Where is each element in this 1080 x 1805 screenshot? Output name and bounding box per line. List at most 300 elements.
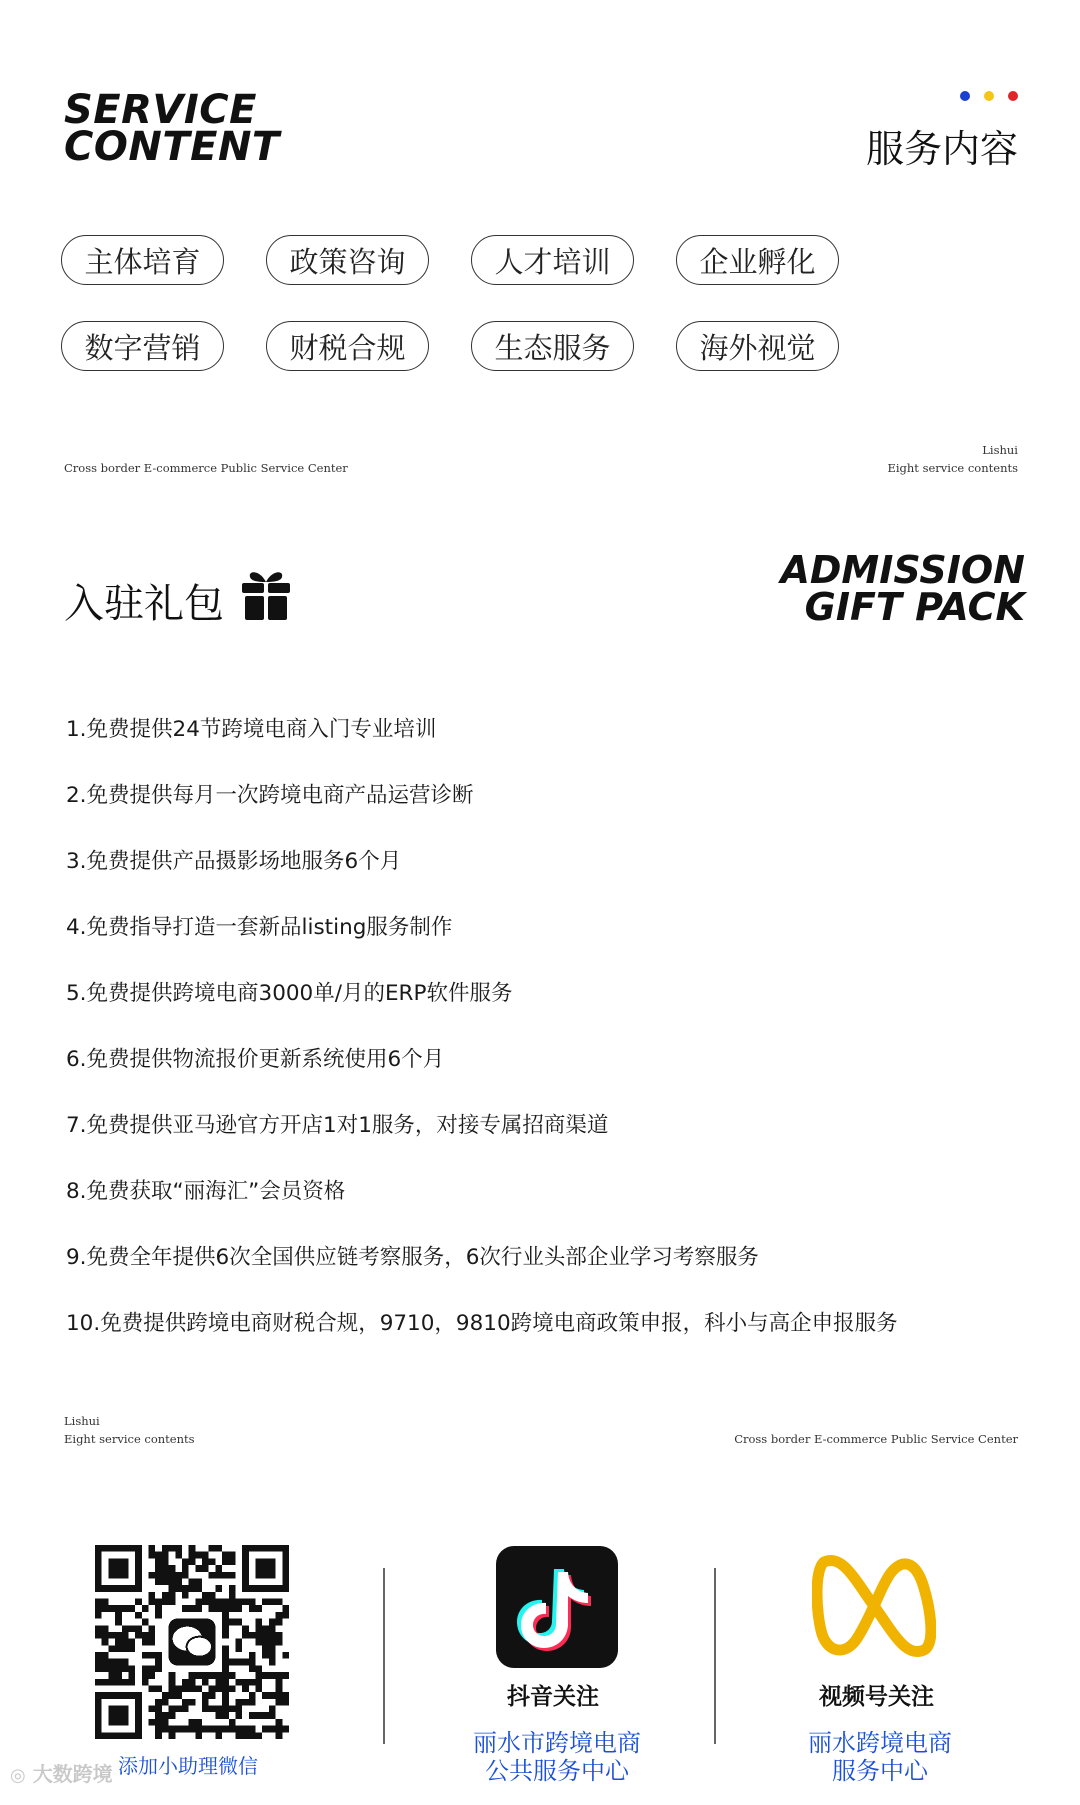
qr-module bbox=[189, 1545, 196, 1552]
qr-module bbox=[282, 1605, 289, 1612]
qr-module bbox=[182, 1699, 189, 1706]
qr-module bbox=[209, 1692, 216, 1699]
qr-module bbox=[115, 1659, 122, 1666]
qr-module bbox=[222, 1659, 229, 1666]
douyin-account-name[interactable] bbox=[460, 1729, 654, 1785]
qr-module bbox=[235, 1679, 242, 1686]
qr-module bbox=[282, 1699, 289, 1706]
qr-module bbox=[222, 1572, 229, 1579]
divider bbox=[714, 1568, 716, 1744]
channels-account-name[interactable] bbox=[790, 1729, 970, 1785]
qr-label[interactable]: 添加小助理微信 bbox=[118, 1754, 258, 1778]
qr-module bbox=[182, 1605, 189, 1612]
qr-module bbox=[242, 1732, 249, 1739]
qr-module bbox=[102, 1652, 109, 1659]
qr-module bbox=[209, 1572, 216, 1579]
qr-module bbox=[189, 1672, 196, 1679]
list-item: 10.免费提供跨境电商财税合规，9710，9810跨境电商政策申报，科小与高企申报服务 bbox=[66, 1311, 898, 1336]
qr-module bbox=[249, 1726, 256, 1733]
qr-module bbox=[229, 1726, 236, 1733]
qr-module bbox=[269, 1712, 276, 1719]
qr-module bbox=[95, 1665, 102, 1672]
qr-module bbox=[215, 1572, 222, 1579]
qr-module bbox=[249, 1605, 256, 1612]
qr-module bbox=[175, 1692, 182, 1699]
qr-module bbox=[276, 1726, 283, 1733]
qr-module bbox=[209, 1605, 216, 1612]
qr-module bbox=[269, 1672, 276, 1679]
qr-module bbox=[149, 1665, 156, 1672]
qr-module bbox=[256, 1712, 263, 1719]
qr-module bbox=[108, 1672, 115, 1679]
qr-module bbox=[276, 1632, 283, 1639]
qr-module bbox=[175, 1552, 182, 1559]
qr-module bbox=[149, 1632, 156, 1639]
qr-module bbox=[282, 1692, 289, 1699]
qr-module bbox=[256, 1639, 263, 1646]
qr-module bbox=[256, 1732, 263, 1739]
qr-module bbox=[269, 1625, 276, 1632]
qr-module bbox=[209, 1558, 216, 1565]
qr-module bbox=[149, 1552, 156, 1559]
qr-module bbox=[229, 1605, 236, 1612]
qr-module bbox=[149, 1639, 156, 1646]
qr-module bbox=[215, 1726, 222, 1733]
qr-module bbox=[229, 1585, 236, 1592]
blue-dot bbox=[960, 91, 970, 101]
qr-module bbox=[229, 1572, 236, 1579]
qr-module bbox=[162, 1565, 169, 1572]
qr-module bbox=[235, 1645, 242, 1652]
qr-module bbox=[242, 1599, 249, 1606]
qr-module bbox=[269, 1645, 276, 1652]
qr-module bbox=[169, 1679, 176, 1686]
qr-module bbox=[122, 1639, 129, 1646]
watermark-text: 大数跨境 bbox=[32, 1762, 113, 1786]
service-pill: 海外视觉 bbox=[676, 321, 839, 371]
qr-module bbox=[215, 1679, 222, 1686]
qr-module bbox=[215, 1565, 222, 1572]
qr-module bbox=[242, 1679, 249, 1686]
qr-module bbox=[235, 1605, 242, 1612]
qr-module bbox=[235, 1706, 242, 1713]
qr-module bbox=[149, 1545, 156, 1552]
qr-module bbox=[169, 1592, 176, 1599]
qr-module bbox=[209, 1545, 216, 1552]
list-item: 4.免费指导打造一套新品listing服务制作 bbox=[66, 915, 453, 940]
qr-module bbox=[169, 1706, 176, 1713]
service-pill: 企业孵化 bbox=[676, 235, 839, 285]
list-item: 1.免费提供24节跨境电商入门专业培训 bbox=[66, 717, 437, 742]
service-title-en-line1: SERVICE bbox=[64, 87, 257, 133]
qr-module bbox=[95, 1659, 102, 1666]
qr-module bbox=[162, 1692, 169, 1699]
channels-follow-label: 视频号关注 bbox=[819, 1684, 934, 1710]
service-title-en-line2: CONTENT bbox=[64, 124, 280, 170]
qr-module bbox=[276, 1719, 283, 1726]
qr-module bbox=[256, 1665, 263, 1672]
qr-module bbox=[182, 1679, 189, 1686]
qr-module bbox=[169, 1565, 176, 1572]
qr-module bbox=[235, 1639, 242, 1646]
qr-module bbox=[249, 1665, 256, 1672]
qr-module bbox=[269, 1706, 276, 1713]
qr-module bbox=[95, 1625, 102, 1632]
qr-module bbox=[269, 1659, 276, 1666]
qr-module bbox=[135, 1612, 142, 1619]
watermark-logo-icon: ◎ bbox=[10, 1765, 26, 1786]
qr-module bbox=[222, 1665, 229, 1672]
qr-module bbox=[169, 1585, 176, 1592]
qr-module bbox=[155, 1706, 162, 1713]
qr-module bbox=[155, 1572, 162, 1579]
divider bbox=[383, 1568, 385, 1744]
qr-module bbox=[155, 1659, 162, 1666]
qr-module bbox=[269, 1726, 276, 1733]
qr-module bbox=[189, 1699, 196, 1706]
qr-module bbox=[149, 1592, 156, 1599]
qr-module bbox=[128, 1625, 135, 1632]
watermark bbox=[10, 1758, 113, 1787]
qr-module bbox=[175, 1545, 182, 1552]
qr-module bbox=[222, 1612, 229, 1619]
gift-note-left-line1: Lishui bbox=[64, 1414, 100, 1428]
qr-module bbox=[189, 1685, 196, 1692]
qr-module bbox=[249, 1659, 256, 1666]
qr-module bbox=[256, 1632, 263, 1639]
list-item: 5.免费提供跨境电商3000单/月的ERP软件服务 bbox=[66, 981, 513, 1006]
qr-module bbox=[215, 1706, 222, 1713]
qr-module bbox=[169, 1685, 176, 1692]
qr-module bbox=[155, 1719, 162, 1726]
qr-module bbox=[155, 1712, 162, 1719]
qr-module bbox=[195, 1578, 202, 1585]
qr-module bbox=[229, 1552, 236, 1559]
qr-module bbox=[122, 1659, 129, 1666]
qr-module bbox=[282, 1726, 289, 1733]
qr-module bbox=[102, 1625, 109, 1632]
qr-module bbox=[155, 1599, 162, 1606]
qr-module bbox=[256, 1619, 263, 1626]
qr-module bbox=[269, 1639, 276, 1646]
gift-benefit-list bbox=[66, 713, 898, 1373]
qr-module bbox=[122, 1665, 129, 1672]
qr-module bbox=[195, 1732, 202, 1739]
qr-module bbox=[276, 1639, 283, 1646]
qr-module bbox=[262, 1632, 269, 1639]
service-pill: 人才培训 bbox=[471, 235, 634, 285]
qr-module bbox=[282, 1612, 289, 1619]
qr-module bbox=[222, 1692, 229, 1699]
qr-module bbox=[155, 1699, 162, 1706]
qr-module bbox=[195, 1552, 202, 1559]
qr-module bbox=[162, 1699, 169, 1706]
qr-module bbox=[209, 1706, 216, 1713]
qr-module bbox=[128, 1665, 135, 1672]
qr-module bbox=[249, 1599, 256, 1606]
qr-module bbox=[235, 1712, 242, 1719]
qr-module bbox=[182, 1685, 189, 1692]
qr-module bbox=[128, 1645, 135, 1652]
qr-module bbox=[122, 1632, 129, 1639]
qr-module bbox=[215, 1685, 222, 1692]
qr-module bbox=[222, 1605, 229, 1612]
qr-module bbox=[202, 1552, 209, 1559]
qr-module bbox=[95, 1605, 102, 1612]
qr-module bbox=[155, 1652, 162, 1659]
douyin-follow-label: 抖音关注 bbox=[507, 1684, 599, 1710]
qr-module bbox=[195, 1605, 202, 1612]
qr-module bbox=[222, 1652, 229, 1659]
qr-module bbox=[95, 1632, 102, 1639]
qr-module bbox=[229, 1558, 236, 1565]
qr-module bbox=[102, 1599, 109, 1606]
qr-module bbox=[262, 1625, 269, 1632]
qr-module bbox=[189, 1605, 196, 1612]
qr-module bbox=[142, 1605, 149, 1612]
qr-module bbox=[122, 1645, 129, 1652]
qr-module bbox=[276, 1612, 283, 1619]
channels-name-line1: 丽水跨境电商 bbox=[808, 1729, 952, 1757]
list-item: 9.免费全年提供6次全国供应链考察服务，6次行业头部企业学习考察服务 bbox=[66, 1245, 759, 1270]
qr-module bbox=[262, 1645, 269, 1652]
qr-module bbox=[229, 1706, 236, 1713]
qr-module bbox=[175, 1585, 182, 1592]
qr-module bbox=[182, 1565, 189, 1572]
qr-module bbox=[142, 1672, 149, 1679]
qr-module bbox=[182, 1558, 189, 1565]
qr-module bbox=[162, 1578, 169, 1585]
qr-module bbox=[256, 1605, 263, 1612]
qr-module bbox=[229, 1619, 236, 1626]
qr-module bbox=[256, 1685, 263, 1692]
qr-module bbox=[155, 1685, 162, 1692]
qr-module bbox=[235, 1726, 242, 1733]
qr-module bbox=[215, 1605, 222, 1612]
qr-module bbox=[102, 1605, 109, 1612]
qr-module bbox=[169, 1726, 176, 1733]
qr-module bbox=[202, 1565, 209, 1572]
qr-module bbox=[149, 1572, 156, 1579]
qr-module bbox=[182, 1592, 189, 1599]
list-item: 6.免费提供物流报价更新系统使用6个月 bbox=[66, 1047, 445, 1072]
wechat-channels-icon[interactable] bbox=[812, 1548, 936, 1664]
list-item: 3.免费提供产品摄影场地服务6个月 bbox=[66, 849, 402, 874]
qr-module bbox=[108, 1645, 115, 1652]
qr-module bbox=[169, 1672, 176, 1679]
qr-module bbox=[128, 1672, 135, 1679]
qr-module bbox=[229, 1659, 236, 1666]
qr-module bbox=[169, 1732, 176, 1739]
qr-module bbox=[155, 1565, 162, 1572]
red-dot bbox=[1008, 91, 1018, 101]
qr-module bbox=[115, 1679, 122, 1686]
qr-module bbox=[222, 1699, 229, 1706]
qr-module bbox=[162, 1558, 169, 1565]
qr-module bbox=[102, 1639, 109, 1646]
qr-module bbox=[169, 1578, 176, 1585]
service-pill: 数字营销 bbox=[61, 321, 224, 371]
qr-module bbox=[122, 1625, 129, 1632]
qr-module bbox=[142, 1632, 149, 1639]
qr-module bbox=[222, 1552, 229, 1559]
qr-module bbox=[222, 1619, 229, 1626]
qr-module bbox=[95, 1652, 102, 1659]
qr-module bbox=[215, 1712, 222, 1719]
qr-module bbox=[149, 1672, 156, 1679]
qr-module bbox=[162, 1545, 169, 1552]
qr-module bbox=[175, 1578, 182, 1585]
service-note-right-line2: Eight service contents bbox=[887, 461, 1018, 475]
qr-module bbox=[202, 1706, 209, 1713]
qr-module bbox=[115, 1612, 122, 1619]
gift-note-left bbox=[64, 1412, 195, 1448]
qr-module bbox=[269, 1652, 276, 1659]
decorative-dots bbox=[960, 91, 1018, 101]
qr-module bbox=[235, 1659, 242, 1666]
qr-module bbox=[195, 1585, 202, 1592]
service-pill: 政策咨询 bbox=[266, 235, 429, 285]
qr-module bbox=[142, 1679, 149, 1686]
qr-module bbox=[202, 1679, 209, 1686]
qr-module bbox=[169, 1692, 176, 1699]
qr-module bbox=[269, 1599, 276, 1606]
qr-module bbox=[249, 1632, 256, 1639]
douyin-name-line1: 丽水市跨境电商 bbox=[473, 1729, 641, 1757]
qr-module bbox=[149, 1685, 156, 1692]
qr-module bbox=[276, 1672, 283, 1679]
qr-module bbox=[135, 1599, 142, 1606]
qr-module bbox=[122, 1605, 129, 1612]
qr-module bbox=[189, 1726, 196, 1733]
qr-module bbox=[249, 1699, 256, 1706]
gift-note-left-line2: Eight service contents bbox=[64, 1432, 195, 1446]
service-title-en bbox=[64, 87, 280, 170]
qr-module bbox=[108, 1632, 115, 1639]
qr-module bbox=[276, 1699, 283, 1706]
qr-module bbox=[229, 1719, 236, 1726]
qr-module bbox=[128, 1679, 135, 1686]
qr-module bbox=[135, 1632, 142, 1639]
gift-icon bbox=[240, 568, 292, 622]
qr-module bbox=[215, 1585, 222, 1592]
qr-module bbox=[149, 1706, 156, 1713]
qr-module bbox=[149, 1625, 156, 1632]
qr-module bbox=[189, 1585, 196, 1592]
qr-module bbox=[155, 1732, 162, 1739]
qr-module bbox=[235, 1599, 242, 1606]
qr-module bbox=[162, 1592, 169, 1599]
qr-module bbox=[242, 1685, 249, 1692]
qr-module bbox=[142, 1652, 149, 1659]
qr-module bbox=[256, 1672, 263, 1679]
qr-module bbox=[256, 1625, 263, 1632]
qr-module bbox=[155, 1726, 162, 1733]
qr-module bbox=[249, 1732, 256, 1739]
qr-module bbox=[108, 1679, 115, 1686]
qr-module bbox=[182, 1706, 189, 1713]
qr-module bbox=[195, 1672, 202, 1679]
qr-module bbox=[115, 1605, 122, 1612]
qr-module bbox=[108, 1665, 115, 1672]
qr-module bbox=[155, 1578, 162, 1585]
qr-module bbox=[215, 1599, 222, 1606]
qr-module bbox=[115, 1645, 122, 1652]
qr-module bbox=[102, 1632, 109, 1639]
qr-module bbox=[229, 1592, 236, 1599]
gift-note-right: Cross border E-commerce Public Service Center bbox=[734, 1432, 1018, 1446]
qr-module bbox=[142, 1639, 149, 1646]
qr-module bbox=[229, 1599, 236, 1606]
qr-module bbox=[276, 1619, 283, 1626]
qr-module bbox=[222, 1672, 229, 1679]
service-pill: 生态服务 bbox=[471, 321, 634, 371]
qr-module bbox=[182, 1726, 189, 1733]
qr-module bbox=[175, 1572, 182, 1579]
qr-module bbox=[189, 1719, 196, 1726]
qr-module bbox=[209, 1726, 216, 1733]
qr-module bbox=[262, 1712, 269, 1719]
qr-module bbox=[215, 1545, 222, 1552]
qr-module bbox=[169, 1599, 176, 1606]
qr-module bbox=[149, 1719, 156, 1726]
qr-module bbox=[115, 1665, 122, 1672]
qr-module bbox=[202, 1592, 209, 1599]
qr-module bbox=[202, 1599, 209, 1606]
qr-module bbox=[169, 1545, 176, 1552]
qr-module bbox=[222, 1706, 229, 1713]
qr-module bbox=[276, 1679, 283, 1686]
qr-module bbox=[195, 1719, 202, 1726]
yellow-dot bbox=[984, 91, 994, 101]
qr-module bbox=[128, 1605, 135, 1612]
qr-module bbox=[249, 1712, 256, 1719]
qr-module bbox=[242, 1659, 249, 1666]
qr-module bbox=[249, 1679, 256, 1686]
qr-module bbox=[202, 1692, 209, 1699]
qr-module bbox=[142, 1619, 149, 1626]
qr-module bbox=[215, 1732, 222, 1739]
qr-module bbox=[108, 1659, 115, 1666]
qr-module bbox=[95, 1612, 102, 1619]
douyin-logo-icon[interactable] bbox=[496, 1546, 618, 1668]
qr-module bbox=[222, 1632, 229, 1639]
qr-module bbox=[242, 1726, 249, 1733]
qr-module bbox=[276, 1599, 283, 1606]
qr-module bbox=[215, 1672, 222, 1679]
gift-title-en-line1: ADMISSION bbox=[780, 548, 1025, 592]
wechat-qr-code[interactable] bbox=[95, 1545, 289, 1739]
qr-module bbox=[282, 1672, 289, 1679]
qr-module bbox=[162, 1599, 169, 1606]
qr-module bbox=[262, 1726, 269, 1733]
qr-module bbox=[209, 1592, 216, 1599]
qr-module bbox=[276, 1732, 283, 1739]
qr-module bbox=[135, 1625, 142, 1632]
qr-module bbox=[162, 1572, 169, 1579]
qr-module bbox=[162, 1712, 169, 1719]
qr-module bbox=[262, 1652, 269, 1659]
qr-module bbox=[269, 1619, 276, 1626]
qr-module bbox=[209, 1672, 216, 1679]
qr-module bbox=[115, 1619, 122, 1626]
douyin-name-line2: 公共服务中心 bbox=[485, 1757, 629, 1785]
qr-module bbox=[269, 1632, 276, 1639]
qr-module bbox=[195, 1599, 202, 1606]
qr-module bbox=[242, 1632, 249, 1639]
qr-module bbox=[262, 1599, 269, 1606]
qr-module bbox=[202, 1558, 209, 1565]
